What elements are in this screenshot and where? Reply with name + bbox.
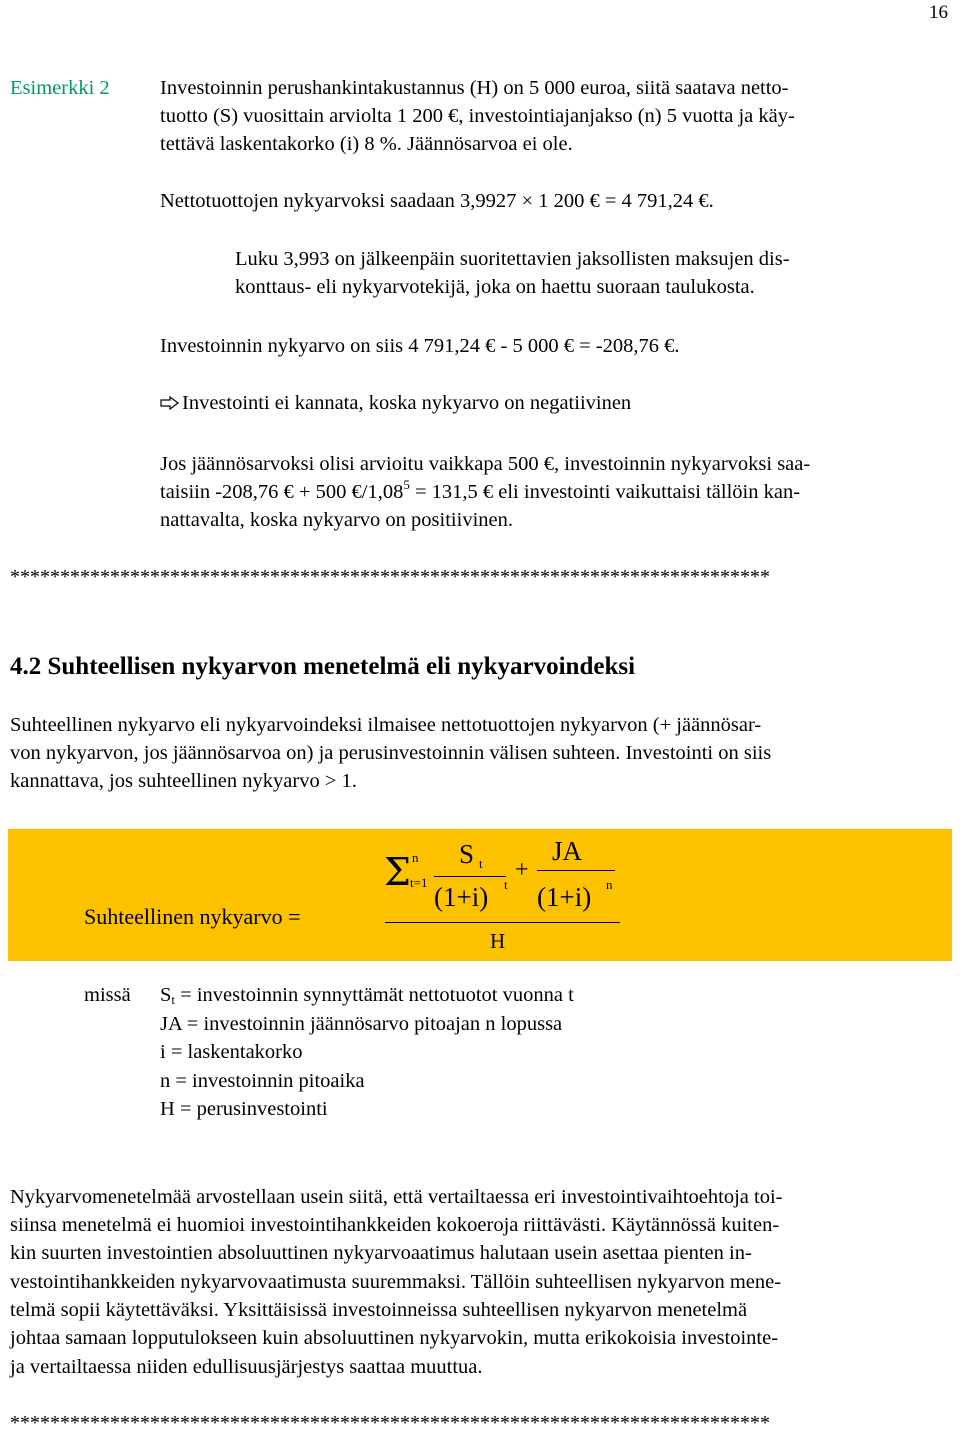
example-label: Esimerkki 2 [10, 77, 110, 99]
closing-line-6: johtaa samaan lopputulokseen kuin absoluuttinen nykyarvokin, mutta erikokoisia investointe- [10, 1327, 779, 1349]
definition-n: n = investoinnin pitoaika [160, 1070, 365, 1092]
denominator-h: H [490, 929, 506, 953]
luku-line-1: Luku 3,993 on jälkeenpäin suoritettavien jaksollisten maksujen dis- [235, 248, 790, 270]
fraction-bar-1 [434, 876, 506, 877]
closing-line-2: siinsa menetelmä ei huomioi investointihankkeiden kokoeroja riittävästi. Käytännössä kuiten- [10, 1214, 780, 1236]
closing-line-4: vestointihankkeiden nykyarvovaatimusta suuremmaksi. Tällöin suhteellisen nykyarvon mene- [10, 1271, 782, 1293]
missa-label: missä [84, 984, 131, 1006]
numerator-s: S [459, 839, 475, 869]
example-line-1: Investoinnin perushankintakustannus (H) on 5 000 euroa, siitä saatava netto- [160, 77, 789, 99]
nykyarvo-line: Investoinnin nykyarvo on siis 4 791,24 € - 5 000 € = -208,76 €. [160, 335, 680, 357]
luku-line-2: konttaus- eli nykyarvotekijä, joka on haettu suoraan taulukosta. [235, 276, 755, 298]
jos-line-1: Jos jäännösarvoksi olisi arvioitu vaikkapa 500 €, investoinnin nykyarvoksi saa- [160, 453, 811, 475]
fraction-bar-2 [537, 870, 615, 871]
jos-line-2-a: taisiin -208,76 € + 500 €/1,08 [160, 481, 404, 503]
plus-sign: + [515, 857, 529, 883]
nettotuotot-line: Nettotuottojen nykyarvoksi saadaan 3,9927 × 1 200 € = 4 791,24 €. [160, 190, 714, 212]
denominator-1-exponent: t [504, 877, 508, 892]
page-number: 16 [929, 2, 948, 23]
numerator-ja: JA [552, 836, 583, 866]
intro-line-1: Suhteellinen nykyarvo eli nykyarvoindeksi ilmaisee nettotuottojen nykyarvon (+ jäännösar- [10, 714, 762, 736]
sum-lower-limit: t=1 [410, 875, 428, 890]
jos-exponent: 5 [403, 477, 410, 492]
separator-bottom: **************************************************************************** [10, 1412, 770, 1434]
jos-line-3: nattavalta, koska nykyarvo on positiivinen. [160, 509, 513, 531]
formula-label: Suhteellinen nykyarvo = [84, 904, 301, 929]
closing-line-5: telmä sopii käytettäväksi. Yksittäisissä investoinneissa suhteellisen nykyarvon menetelmä [10, 1299, 748, 1321]
sum-upper-limit: n [412, 850, 419, 865]
closing-line-1: Nykyarvomenetelmää arvostellaan usein siitä, että vertailtaessa eri investointivaihtoehtoja toi- [10, 1186, 783, 1208]
right-arrow-icon [160, 394, 182, 415]
separator-top: **************************************************************************** [10, 566, 770, 588]
jos-line-2-b: = 131,5 € eli investointi vaikuttaisi tällöin kan- [409, 481, 801, 503]
main-fraction-bar [385, 922, 620, 923]
example-line-2: tuotto (S) vuosittain arviolta 1 200 €, investointiajanjakso (n) 5 vuotta ja käy- [160, 105, 795, 127]
intro-line-2: von nykyarvon, jos jäännösarvoa on) ja perusinvestoinnin välisen suhteen. Investointi on siis [10, 742, 772, 764]
jos-line-2 [160, 477, 801, 503]
denominator-2: (1+i) [537, 882, 592, 912]
closing-line-7: ja vertailtaessa niiden edullisuusjärjestys saattaa muuttua. [10, 1356, 483, 1378]
intro-line-3: kannattava, jos suhteellinen nykyarvo > 1. [10, 770, 357, 792]
example-line-3: tettävä laskentakorko (i) 8 %. Jäännösarvoa ei ole. [160, 133, 573, 155]
denominator-2-exponent: n [606, 877, 613, 892]
denominator-1: (1+i) [434, 882, 489, 912]
arrow-text: Investointi ei kannata, koska nykyarvo on negatiivinen [182, 392, 632, 414]
definition-h: H = perusinvestointi [160, 1098, 328, 1120]
definition-st: St = investoinnin synnyttämät nettotuotot vuonna t [160, 984, 574, 1007]
definition-i: i = laskentakorko [160, 1041, 303, 1063]
closing-line-3: kin suurten investointien absoluuttinen nykyarvoaatimus halutaan usein asettaa pienten in- [10, 1242, 752, 1264]
definition-ja: JA = investoinnin jäännösarvo pitoajan n lopussa [160, 1013, 563, 1035]
arrow-statement [160, 393, 631, 415]
numerator-s-subscript: t [479, 856, 483, 871]
section-heading: 4.2 Suhteellisen nykyarvon menetelmä eli nykyarvoindeksi [10, 653, 636, 680]
sigma-symbol: Σ [384, 850, 411, 894]
